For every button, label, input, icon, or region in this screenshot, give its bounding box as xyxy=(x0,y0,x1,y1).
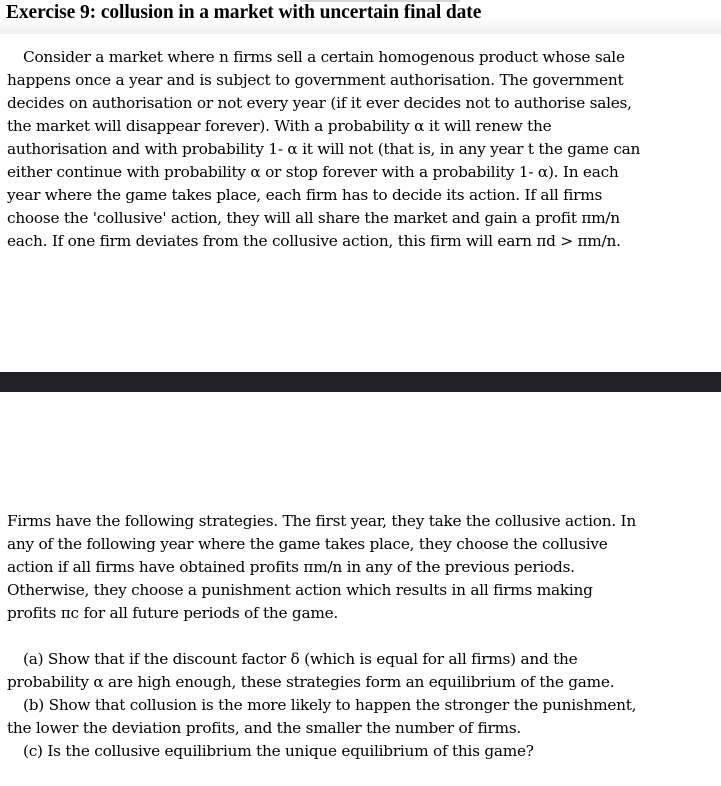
strategy-line: any of the following year where the game takes place, they choose the collusive xyxy=(7,535,608,553)
question-a-line: (a) Show that if the discount factor δ (which is equal for all firms) and the xyxy=(23,650,578,668)
exercise-title: Exercise 9: collusion in a market with uncertain final date xyxy=(6,2,482,23)
questions-paragraph xyxy=(7,648,719,763)
question-b-line: the lower the deviation profits, and the smaller the number of firms. xyxy=(7,719,522,737)
document-page-top xyxy=(0,0,721,372)
strategy-line: Otherwise, they choose a punishment action which results in all firms making xyxy=(7,581,593,599)
question-c-line: (c) Is the collusive equilibrium the unique equilibrium of this game? xyxy=(23,742,534,760)
strategy-line: action if all firms have obtained profits πm/n in any of the previous periods. xyxy=(7,558,575,576)
intro-line: either continue with probability α or stop forever with a probability 1- α). In each xyxy=(7,163,619,181)
document-page-bottom xyxy=(0,392,721,786)
strategy-line: Firms have the following strategies. The first year, they take the collusive action. In xyxy=(7,512,636,530)
intro-line: year where the game takes place, each firm has to decide its action. If all firms xyxy=(7,186,603,204)
strategy-paragraph xyxy=(7,510,719,625)
intro-line: the market will disappear forever). With a probability α it will renew the xyxy=(7,117,552,135)
intro-line: each. If one firm deviates from the collusive action, this firm will earn πd > πm/n. xyxy=(7,232,621,250)
intro-line: authorisation and with probability 1- α it will not (that is, in any year t the game can xyxy=(7,140,641,158)
question-b-line: (b) Show that collusion is the more likely to happen the stronger the punishment, xyxy=(23,696,637,714)
title-band xyxy=(0,0,721,34)
intro-line: happens once a year and is subject to government authorisation. The government xyxy=(7,71,624,89)
question-a-line: probability α are high enough, these strategies form an equilibrium of the game. xyxy=(7,673,615,691)
intro-line: decides on authorisation or not every year (if it ever decides not to authorise sales, xyxy=(7,94,632,112)
strategy-line: profits πc for all future periods of the game. xyxy=(7,604,339,622)
intro-line: choose the 'collusive' action, they will all share the market and gain a profit πm/n xyxy=(7,209,620,227)
page-divider xyxy=(0,372,721,392)
intro-line: Consider a market where n firms sell a certain homogenous product whose sale xyxy=(23,48,625,66)
intro-paragraph xyxy=(7,46,719,253)
